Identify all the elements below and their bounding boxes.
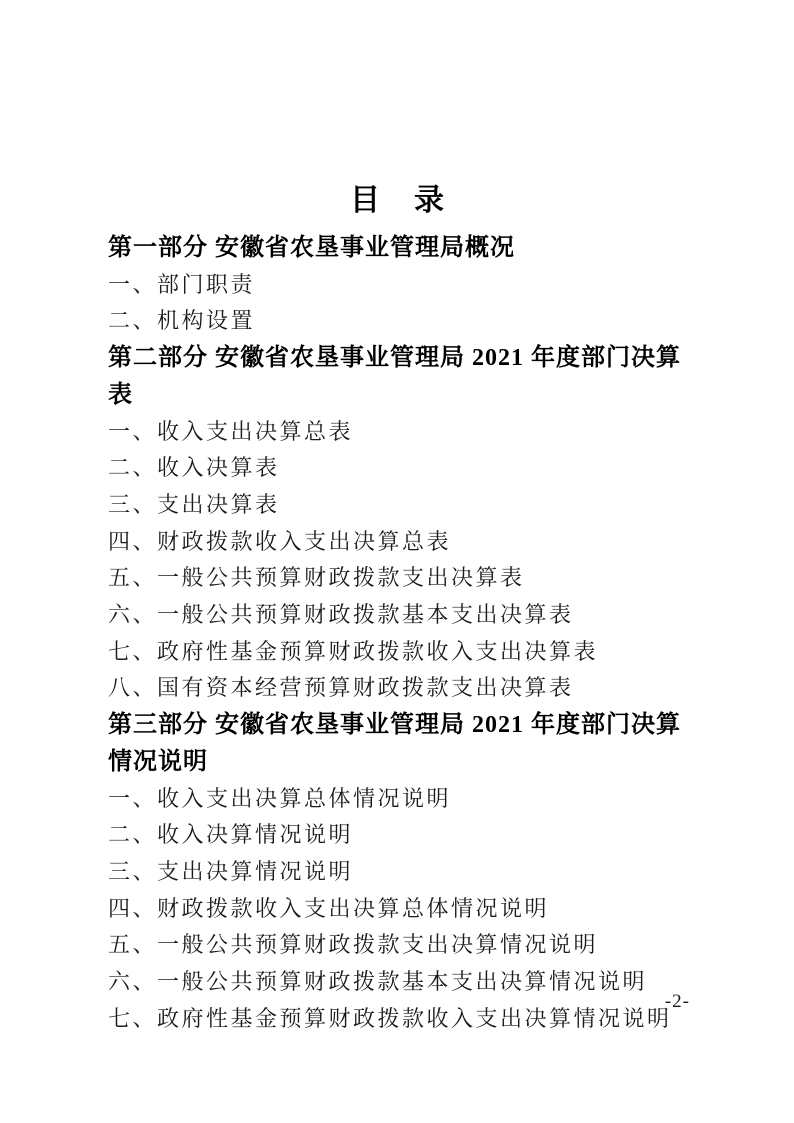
toc-item: 三、支出决算表 bbox=[108, 491, 280, 517]
page-number: -2- bbox=[664, 991, 690, 1012]
toc-item: 五、一般公共预算财政拨款支出决算情况说明 bbox=[108, 932, 599, 958]
toc-content bbox=[108, 184, 688, 1037]
toc-item: 四、财政拨款收入支出决算总表 bbox=[108, 528, 452, 554]
toc-item: 七、政府性基金预算财政拨款收入支出决算情况说明 bbox=[108, 1005, 672, 1031]
toc-section-heading: 第一部分 安徽省农垦事业管理局概况 bbox=[108, 235, 515, 261]
toc-item: 一、收入支出决算总体情况说明 bbox=[108, 785, 452, 811]
toc-item: 一、部门职责 bbox=[108, 271, 256, 297]
toc-item: 三、支出决算情况说明 bbox=[108, 858, 354, 884]
toc-item: 二、机构设置 bbox=[108, 308, 256, 334]
toc-section-heading: 第三部分 安徽省农垦事业管理局 2021 年度部门决算情况说明 bbox=[108, 712, 681, 775]
toc-item: 一、收入支出决算总表 bbox=[108, 418, 354, 444]
toc-item: 六、一般公共预算财政拨款基本支出决算情况说明 bbox=[108, 969, 648, 995]
toc-item: 七、政府性基金预算财政拨款收入支出决算表 bbox=[108, 638, 599, 664]
toc-item: 六、一般公共预算财政拨款基本支出决算表 bbox=[108, 602, 574, 628]
toc-item: 四、财政拨款收入支出决算总体情况说明 bbox=[108, 895, 550, 921]
toc-item: 八、国有资本经营预算财政拨款支出决算表 bbox=[108, 675, 574, 701]
toc-item: 二、收入决算情况说明 bbox=[108, 822, 354, 848]
toc-item: 二、收入决算表 bbox=[108, 455, 280, 481]
toc-item: 五、一般公共预算财政拨款支出决算表 bbox=[108, 565, 525, 591]
page-title: 目 录 bbox=[350, 184, 446, 217]
toc-section-heading: 第二部分 安徽省农垦事业管理局 2021 年度部门决算表 bbox=[108, 345, 681, 408]
